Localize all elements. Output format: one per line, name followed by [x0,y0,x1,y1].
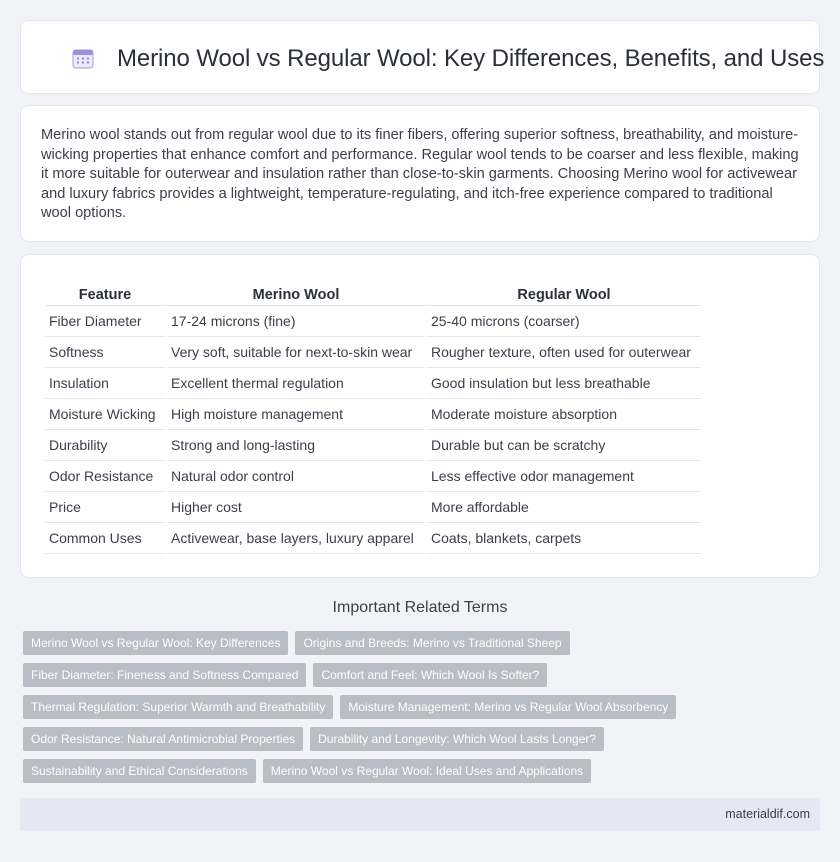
feature-cell: Fiber Diameter [45,306,165,337]
merino-cell: Activewear, base layers, luxury apparel [167,523,425,554]
feature-cell: Durability [45,430,165,461]
merino-cell: Excellent thermal regulation [167,368,425,399]
intro-card [20,105,820,242]
regular-cell: Good insulation but less breathable [427,368,701,399]
header-feature: Feature [45,284,165,306]
merino-cell: 17-24 microns (fine) [167,306,425,337]
comparison-table-card [20,254,820,578]
regular-cell: More affordable [427,492,701,523]
regular-cell: Rougher texture, often used for outerwear [427,337,701,368]
related-term-link[interactable]: Moisture Management: Merino vs Regular Wool Absorbency [340,695,676,719]
table-row [45,306,701,337]
tag-row [23,663,823,687]
table-row [45,399,701,430]
table-row [45,461,701,492]
regular-cell: 25-40 microns (coarser) [427,306,701,337]
merino-cell: High moisture management [167,399,425,430]
feature-cell: Common Uses [45,523,165,554]
related-term-link[interactable]: Merino Wool vs Regular Wool: Ideal Uses and Applications [263,759,591,783]
feature-cell: Odor Resistance [45,461,165,492]
related-term-link[interactable]: Comfort and Feel: Which Wool Is Softer? [313,663,547,687]
related-terms-list [23,631,823,791]
related-term-link[interactable]: Fiber Diameter: Fineness and Softness Compared [23,663,306,687]
table-row [45,430,701,461]
comparison-table [43,284,703,554]
regular-cell: Coats, blankets, carpets [427,523,701,554]
related-term-link[interactable]: Thermal Regulation: Superior Warmth and Breathability [23,695,333,719]
tag-row [23,727,823,751]
intro-paragraph: Merino wool stands out from regular wool due to its finer fibers, offering superior softness, breathability, and moisture-wicking properties that enhance comfort and performance. Regular wool tends to be coarser and less flexible, making it more suitable for outerwear and insulation rather than close-to-skin garments. Choosing Merino wool for activewear and luxury fabrics provides a lightweight, temperature-regulating, and itch-free experience compared to traditional wool options. [41,127,799,221]
merino-cell: Higher cost [167,492,425,523]
table-row [45,368,701,399]
related-terms-heading: Important Related Terms [332,599,508,616]
merino-cell: Natural odor control [167,461,425,492]
header-regular-wool: Regular Wool [427,284,701,306]
related-term-link[interactable]: Merino Wool vs Regular Wool: Key Differences [23,631,288,655]
tag-row [23,631,823,655]
table-row [45,492,701,523]
related-term-link[interactable]: Origins and Breeds: Merino vs Traditional Sheep [295,631,569,655]
page-title: Merino Wool vs Regular Wool: Key Differences, Benefits, and Uses [117,45,825,72]
calendar-icon [71,46,95,70]
tag-row [23,695,823,719]
footer-site-link[interactable]: materialdif.com [725,807,810,821]
table-row [45,337,701,368]
footer-bar [20,798,820,831]
regular-cell: Less effective odor management [427,461,701,492]
related-term-link[interactable]: Sustainability and Ethical Considerations [23,759,256,783]
feature-cell: Moisture Wicking [45,399,165,430]
regular-cell: Moderate moisture absorption [427,399,701,430]
related-term-link[interactable]: Durability and Longevity: Which Wool Lasts Longer? [310,727,604,751]
header-merino-wool: Merino Wool [167,284,425,306]
feature-cell: Price [45,492,165,523]
feature-cell: Insulation [45,368,165,399]
header-card [20,20,825,94]
feature-cell: Softness [45,337,165,368]
merino-cell: Strong and long-lasting [167,430,425,461]
table-row [45,523,701,554]
related-term-link[interactable]: Odor Resistance: Natural Antimicrobial Properties [23,727,303,751]
merino-cell: Very soft, suitable for next-to-skin wear [167,337,425,368]
regular-cell: Durable but can be scratchy [427,430,701,461]
table-header-row [45,284,701,306]
tag-row [23,759,823,783]
